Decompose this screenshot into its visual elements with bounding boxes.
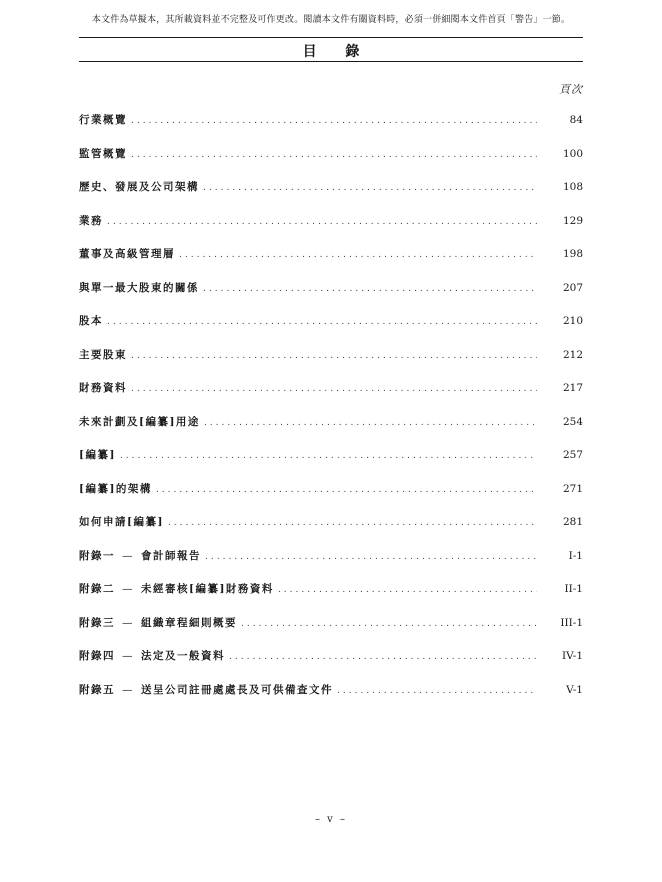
toc-entry-label: 主要股東 <box>79 348 127 361</box>
toc-entry-page: 100 <box>562 147 583 160</box>
toc-entry-how-to-apply[interactable] <box>79 514 583 548</box>
toc-entry-future-plans[interactable] <box>79 414 583 448</box>
toc-entry-page: II-1 <box>564 583 583 595</box>
toc-entry-page: 108 <box>562 181 583 193</box>
title-bottom-rule <box>79 61 583 62</box>
toc-entry-regulatory-overview[interactable] <box>79 146 583 180</box>
toc-entry-page: 257 <box>562 449 583 461</box>
appendix-dash: — <box>122 549 134 562</box>
draft-disclaimer: 本文件為草擬本，其所載資料並不完整及可作更改。閱讀本文件有關資料時，必須一併細閱本文件首頁「警告」一節。 <box>91 15 571 25</box>
dot-leader <box>203 183 537 193</box>
appendix-prefix: 附錄五 <box>79 683 115 696</box>
appendix-title: 未經審核[編纂]財務資料 <box>141 583 274 595</box>
toc-entry-page: 254 <box>562 415 583 428</box>
toc-entry-business[interactable] <box>79 213 583 247</box>
dot-leader <box>107 317 537 327</box>
toc-entry-label: 業務 <box>79 214 103 227</box>
toc-entry-page: 84 <box>569 114 583 126</box>
toc-entry-financial-information[interactable] <box>79 380 583 414</box>
toc-entry-label: 財務資料 <box>79 382 127 394</box>
toc-appendix-2[interactable] <box>79 581 583 615</box>
toc-entry-page: III-1 <box>560 616 583 629</box>
dot-leader <box>156 485 537 495</box>
toc-entry-label: 董事及高級管理層 <box>79 248 175 260</box>
toc-appendix-label <box>79 682 333 697</box>
page-title: 目 錄 <box>302 44 372 60</box>
toc-entry-history[interactable] <box>79 179 583 213</box>
toc-entry-structure[interactable] <box>79 481 583 515</box>
toc-entry-label: 股本 <box>79 315 103 327</box>
toc-appendix-label <box>79 581 274 596</box>
toc-entry-page: 212 <box>562 348 583 361</box>
toc-entry-page: 198 <box>562 248 583 260</box>
toc-entry-share-capital[interactable] <box>79 313 583 347</box>
table-of-contents <box>79 112 583 715</box>
toc-entry-single-largest-shareholder[interactable] <box>79 280 583 314</box>
toc-entry-page: 271 <box>562 482 583 495</box>
appendix-prefix: 附錄三 <box>79 616 115 629</box>
toc-appendix-label <box>79 615 237 630</box>
appendix-dash: — <box>122 683 134 696</box>
appendix-dash: — <box>122 583 134 595</box>
toc-entry-label: [編纂] <box>79 449 116 461</box>
dot-leader <box>203 284 537 294</box>
toc-entry-page: 217 <box>562 382 583 394</box>
toc-entry-page: 207 <box>562 281 583 294</box>
toc-entry-label: 歷史、發展及公司架構 <box>79 181 199 193</box>
dot-leader <box>241 619 537 629</box>
toc-entry-page: 129 <box>562 214 583 227</box>
appendix-prefix: 附錄二 <box>79 583 115 595</box>
toc-entry-redacted[interactable] <box>79 447 583 481</box>
toc-appendix-1[interactable] <box>79 548 583 582</box>
toc-entry-page: V-1 <box>566 683 583 696</box>
appendix-title: 會計師報告 <box>141 549 201 562</box>
dot-leader <box>229 652 537 662</box>
appendix-prefix: 附錄四 <box>79 650 115 662</box>
appendix-prefix: 附錄一 <box>79 549 115 562</box>
dot-leader <box>107 217 537 227</box>
dot-leader <box>131 116 537 126</box>
dot-leader <box>337 686 537 696</box>
toc-entry-directors[interactable] <box>79 246 583 280</box>
toc-entry-page: I-1 <box>568 549 583 562</box>
dot-leader <box>204 418 537 428</box>
toc-entry-label: [編纂]的架構 <box>79 482 152 495</box>
toc-appendix-label <box>79 648 225 663</box>
toc-entry-label: 監管概覽 <box>79 147 127 160</box>
appendix-title: 送呈公司註冊處處長及可供備查文件 <box>141 683 333 696</box>
toc-entry-substantial-shareholders[interactable] <box>79 347 583 381</box>
dot-leader <box>168 518 537 528</box>
toc-entry-label: 如何申請[編纂] <box>79 516 164 528</box>
appendix-dash: — <box>122 650 134 662</box>
dot-leader <box>131 351 537 361</box>
title-top-rule <box>79 37 583 38</box>
toc-entry-page: IV-1 <box>562 650 583 662</box>
toc-appendix-4[interactable] <box>79 648 583 682</box>
dot-leader <box>131 384 537 394</box>
page-column-header: 頁次 <box>559 83 583 96</box>
appendix-dash: — <box>122 616 134 629</box>
appendix-title: 組織章程細則概要 <box>141 616 237 629</box>
dot-leader <box>131 150 537 160</box>
dot-leader <box>278 585 537 595</box>
toc-entry-page: 281 <box>562 516 583 528</box>
toc-entry-label: 行業概覽 <box>79 114 127 126</box>
toc-entry-page: 210 <box>562 315 583 327</box>
toc-entry-industry-overview[interactable] <box>79 112 583 146</box>
toc-appendix-label <box>79 548 201 563</box>
toc-appendix-5[interactable] <box>79 682 583 716</box>
dot-leader <box>205 552 537 562</box>
toc-appendix-3[interactable] <box>79 615 583 649</box>
appendix-title: 法定及一般資料 <box>141 650 225 662</box>
dot-leader <box>120 451 537 461</box>
dot-leader <box>179 250 537 260</box>
toc-entry-label: 未來計劃及[編纂]用途 <box>79 415 200 428</box>
page-number: – v – <box>314 814 347 825</box>
toc-entry-label: 與單一最大股東的關係 <box>79 281 199 294</box>
